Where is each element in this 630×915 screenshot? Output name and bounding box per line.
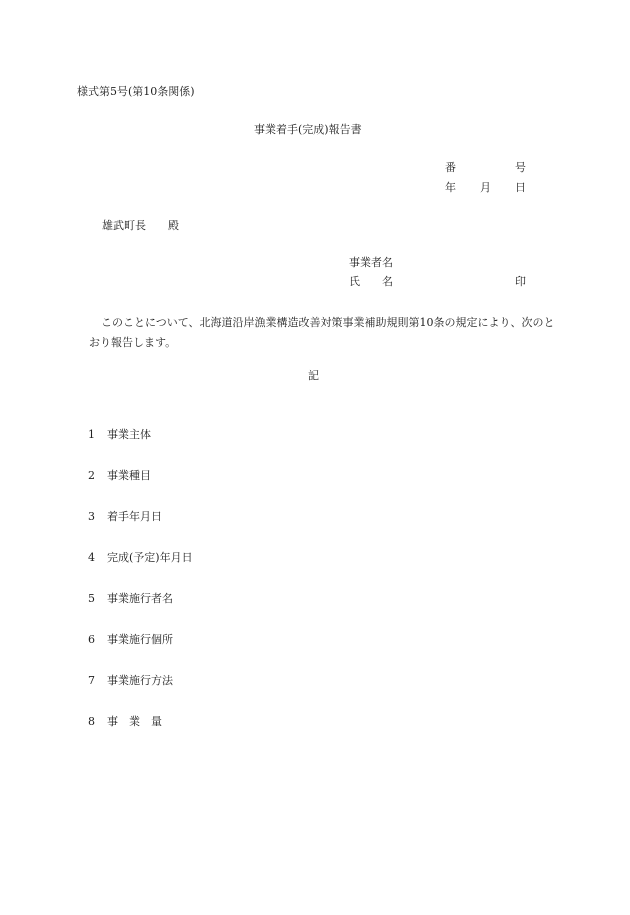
item-number: 2 [88, 469, 95, 482]
list-item [88, 593, 193, 612]
item-number: 8 [88, 715, 95, 728]
list-item [88, 675, 193, 694]
day-label: 日 [515, 181, 526, 194]
item-number: 6 [88, 633, 95, 646]
item-number: 3 [88, 510, 95, 523]
list-item [88, 511, 193, 530]
year-label: 年 [445, 181, 456, 194]
document-title: 事業着手(完成)報告書 [254, 123, 362, 136]
ki-heading: 記 [308, 369, 319, 382]
list-item [88, 429, 193, 448]
addressee: 雄武町長 殿 [102, 219, 179, 232]
item-number: 7 [88, 674, 95, 687]
item-number: 4 [88, 551, 95, 564]
list-item [88, 552, 193, 571]
item-label: 事業主体 [107, 428, 151, 441]
seal-label: 印 [515, 275, 526, 288]
item-label: 着手年月日 [107, 510, 162, 523]
month-label: 月 [480, 181, 491, 194]
item-label: 事業施行方法 [107, 674, 173, 687]
number-suffix: 号 [515, 161, 526, 174]
list-item [88, 634, 193, 653]
item-list [88, 407, 193, 746]
list-item [88, 470, 193, 489]
list-item [88, 716, 193, 735]
applicant-name-label: 氏 名 [349, 275, 393, 288]
item-label: 完成(予定)年月日 [107, 551, 193, 564]
item-number: 5 [88, 592, 95, 605]
number-label: 番 [445, 161, 456, 174]
body-paragraph: このことについて、北海道沿岸漁業構造改善対策事業補助規則第10条の規定により、次のとおり報告します。 [89, 316, 555, 349]
item-label: 事業施行者名 [107, 592, 173, 605]
item-number: 1 [88, 428, 95, 441]
item-label: 事 業 量 [107, 715, 162, 728]
form-number: 様式第5号(第10条関係) [77, 85, 195, 98]
item-label: 事業種目 [107, 469, 151, 482]
business-name-label: 事業者名 [349, 256, 393, 269]
item-label: 事業施行個所 [107, 633, 173, 646]
